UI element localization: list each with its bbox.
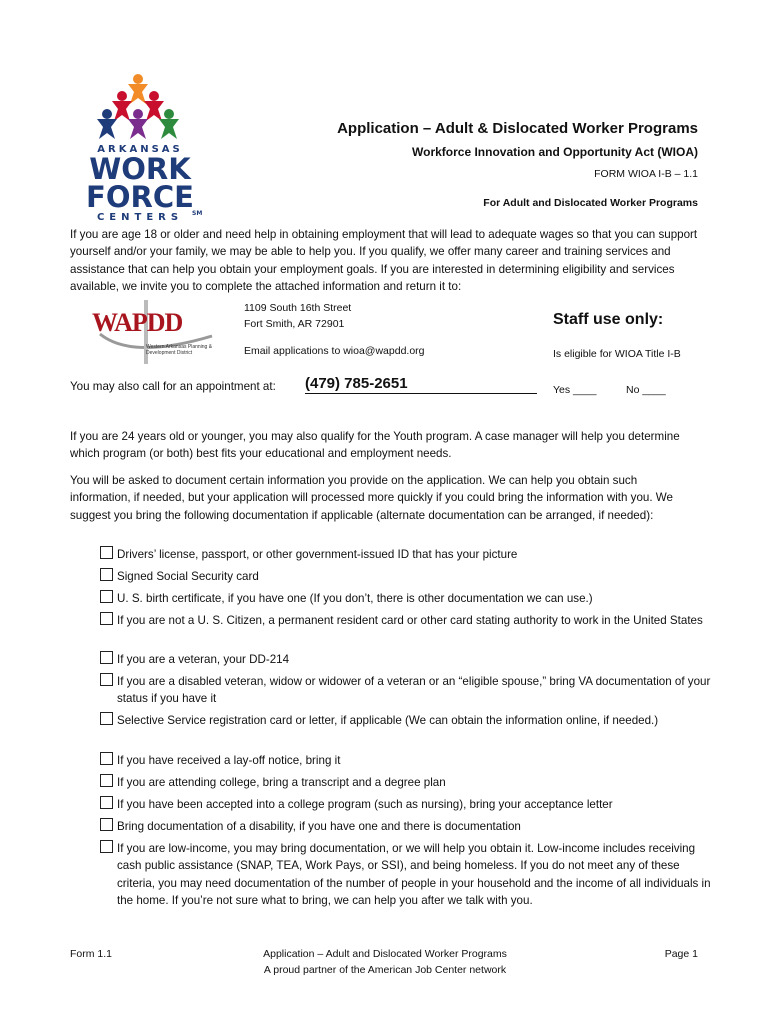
people-stars-icon [80,70,200,142]
wapdd-tagline: Western Arkansas Planning & Development District [146,344,213,356]
checklist-text: U. S. birth certificate, if you have one (If you don’t, there is other documentation we can use.) [117,592,593,605]
checklist-item [100,796,700,813]
form-id: FORM WIOA I-B – 1.1 [594,168,698,180]
wapdd-address-line1: 1109 South 16th Street [244,302,352,314]
checkbox[interactable] [100,712,113,725]
page-subtitle: Workforce Innovation and Opportunity Act (WIOA) [412,145,698,159]
footer-title: Application – Adult and Dislocated Worker Programs [263,948,507,960]
checklist-item [100,752,700,769]
logo-work: WORK [89,152,191,186]
footer-partner: A proud partner of the American Job Center network [263,964,507,976]
staff-eligible-label: Is eligible for WIOA Title I-B [553,348,681,360]
checklist-text: If you are a veteran, your DD-214 [117,653,290,666]
checkbox[interactable] [100,612,113,625]
checklist-item [100,590,700,607]
staff-no[interactable]: No ____ [626,384,666,396]
checklist-text: If you have been accepted into a college program (such as nursing), bring your acceptance letter [117,798,613,811]
wapdd-email: Email applications to wioa@wapdd.org [244,345,425,357]
staff-use-heading: Staff use only: [553,311,664,328]
checklist-text: Selective Service registration card or letter, if applicable (We can obtain the information online, if needed.) [117,714,659,727]
checklist-text: Drivers’ license, passport, or other government-issued ID that has your picture [117,548,518,561]
for-programs: For Adult and Dislocated Worker Programs [483,197,698,209]
phone-number-text: (479) 785-2651 [305,375,408,392]
checkbox[interactable] [100,796,113,809]
checklist-item [100,840,717,910]
checkbox[interactable] [100,546,113,559]
checkbox[interactable] [100,774,113,787]
checkbox[interactable] [100,840,113,853]
checkbox[interactable] [100,673,113,686]
checklist-item [100,712,717,729]
checklist-item [100,673,717,708]
phone-label: You may also call for an appointment at: [70,380,276,393]
wapdd-name: WAPDD [92,308,183,337]
intro-paragraph: If you are age 18 or older and need help in obtaining employment that will lead to adequate wages so that you can support yourself and/or your family, we may be able to help you. If you qualify, we offer many career and training services and assistance that can help you obtain your employment goals. If you are interested in determining eligibility and services available, we invite you to complete the attached information and return it to: [70,228,698,294]
checklist-text: Signed Social Security card [117,570,259,583]
checkbox[interactable] [100,818,113,831]
checklist-text: If you are a disabled veteran, widow or widower of a veteran or an “eligible spouse,” bring VA documentation of your status if you have it [117,675,711,706]
logo-arkansas: ARKANSAS [97,144,183,155]
phone-number [305,375,537,394]
checklist-item [100,651,700,668]
checklist-item [100,568,700,585]
logo-centers: CENTERS [96,212,184,223]
checklist-item [100,774,700,791]
youth-paragraph: If you are 24 years old or younger, you may also qualify for the Youth program. A case manager will help you determine which program (or both) best fits your educational and employment needs. [70,430,680,461]
checklist-text: If you have received a lay-off notice, bring it [117,754,341,767]
staff-yes[interactable]: Yes ____ [553,384,597,396]
checklist-item [100,546,700,563]
checkbox[interactable] [100,651,113,664]
checklist-text: If you are attending college, bring a transcript and a degree plan [117,776,446,789]
checklist-text: If you are low-income, you may bring documentation, or we will help you obtain it. Low-income includes receiving cash public assistance (SNAP, TEA, Work Pays, or SSI), and being homeless. If you do not meet any of these criteria, you may need documentation of the number of people in your household and the income of all individuals in the home. If you’re not sure what to bring, we can help you after we talk with you. [117,842,711,908]
footer-form-number: Form 1.1 [70,948,113,960]
footer-page-number: Page 1 [664,948,698,960]
wapdd-logo [92,300,232,366]
logo-sm: SM [192,210,203,217]
workforce-centers-logo [80,70,203,230]
wapdd-address-line2: Fort Smith, AR 72901 [244,318,345,330]
checklist-text: Bring documentation of a disability, if you have one and there is documentation [117,820,521,833]
checkbox[interactable] [100,752,113,765]
checklist-item [100,818,700,835]
checkbox[interactable] [100,590,113,603]
page-title: Application – Adult & Dislocated Worker Programs [337,120,698,137]
logo-force: FORCE [86,180,194,214]
checklist-text: If you are not a U. S. Citizen, a permanent resident card or other card stating authority to work in the United States [117,614,703,627]
checklist-item [100,612,717,629]
checkbox[interactable] [100,568,113,581]
documentation-intro: You will be asked to document certain information you provide on the application. We can help you obtain such information, if needed, but your application will processed more quickly if you could bring the information with you. We suggest you bring the following documentation if applicable (alternate documentation can be arranged, if needed): [70,474,673,522]
